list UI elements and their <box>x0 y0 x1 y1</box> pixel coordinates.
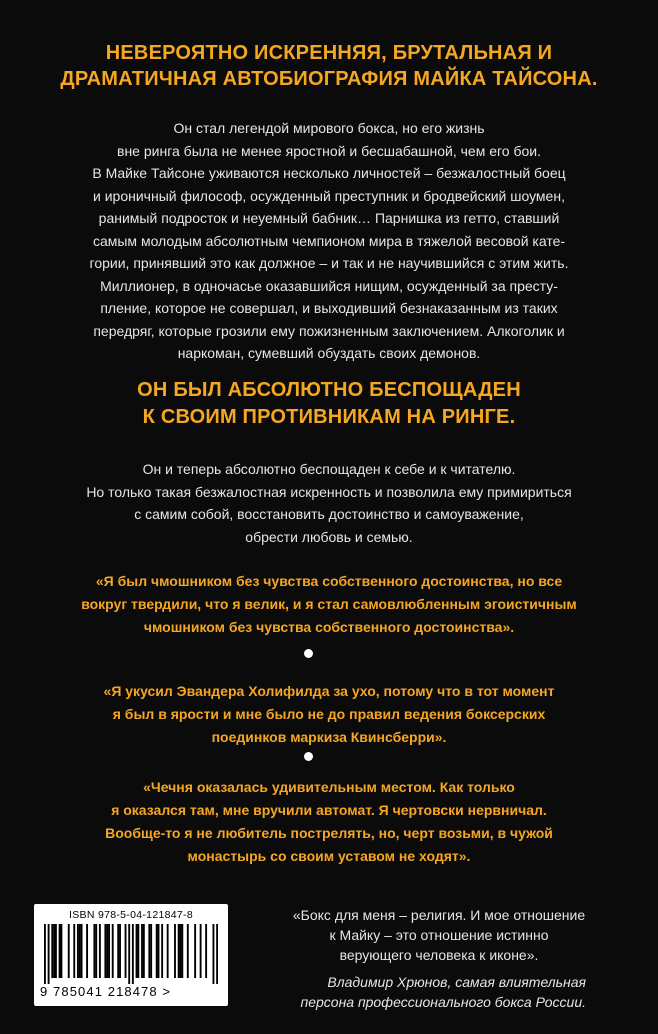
paragraph-line: и ироничный философ, осужденный преступник и бродвейский шоумен, <box>93 187 565 204</box>
paragraph-line: наркоман, сумевший обуздать своих демонов. <box>177 345 481 361</box>
barcode-bar <box>158 924 160 978</box>
barcode-bar <box>200 924 202 978</box>
barcode-bar <box>205 924 207 978</box>
review-attribution <box>244 972 586 1012</box>
quote-line: я оказался там, мне вручили автомат. Я чертовски нервничал. <box>111 802 547 818</box>
headline-top-line: ДРАМАТИЧНАЯ АВТОБИОГРАФИЯ МАЙКА ТАЙСОНА. <box>60 68 598 90</box>
barcode-bar <box>112 924 114 978</box>
headline-middle-line: К СВОИМ ПРОТИВНИКАМ НА РИНГЕ. <box>142 406 516 428</box>
paragraph-line: Миллионер, в одночасье оказавшийся нищим, осужденный за престу- <box>100 277 558 294</box>
barcode-bar <box>68 924 70 978</box>
quote-line: чмошником без чувства собственного достоинства». <box>143 619 515 635</box>
isbn-label: ISBN 978-5-04-121847-8 <box>69 909 193 921</box>
headline-top-line: НЕВЕРОЯТНО ИСКРЕННЯЯ, БРУТАЛЬНАЯ И <box>105 42 553 64</box>
barcode-bar <box>128 924 130 984</box>
headline-middle <box>0 377 658 431</box>
barcode-bar <box>104 924 106 978</box>
barcode-bar <box>132 924 134 984</box>
bullet-separator <box>304 752 313 761</box>
barcode-bar <box>77 924 79 978</box>
barcode-bar <box>181 924 183 978</box>
barcode-bar <box>93 924 95 978</box>
second-paragraph <box>0 458 658 548</box>
quote-line: «Чечня оказалась удивительным местом. Как только <box>143 779 515 795</box>
barcode-bar <box>143 924 145 978</box>
barcode-bar <box>216 924 218 984</box>
paragraph-line: Но только такая безжалостная искренность и позволила ему примириться <box>86 483 572 500</box>
headline-top <box>0 40 658 92</box>
barcode-bar <box>117 924 119 978</box>
paragraph-line: Он и теперь абсолютно беспощаден к себе и к читателю. <box>142 461 516 477</box>
attribution-line: персона профессионального бокса России. <box>300 994 586 1010</box>
bullet-separator <box>304 649 313 658</box>
quote-2 <box>0 680 658 749</box>
barcode-bar <box>73 924 75 978</box>
barcode-bar <box>141 924 143 978</box>
paragraph-line: самым молодым абсолютным чемпионом мира в тяжелой весовой кате- <box>92 232 566 249</box>
review-line: «Бокс для меня – религия. И мое отношение <box>292 907 586 923</box>
barcode-bars <box>44 924 218 984</box>
quote-line: поединков маркиза Квинсберри». <box>211 729 447 745</box>
paragraph-line: В Майке Тайсоне уживаются несколько личностей – безжалостный боец <box>92 165 566 181</box>
barcode-bar <box>136 924 138 978</box>
quote-line: «Я был чмошником без чувства собственного достоинства, но все <box>95 573 563 589</box>
quote-3 <box>0 776 658 868</box>
ean-digits: 9 785041 218478 > <box>40 984 172 999</box>
barcode-bar <box>137 924 139 978</box>
barcode-bar <box>44 924 46 984</box>
paragraph-line: передряг, которые грозили ему пожизненным заключением. Алкоголик и <box>93 322 565 339</box>
barcode-bar <box>174 924 176 978</box>
review-line: верующего человека к иконе». <box>339 947 539 963</box>
barcode-bar <box>125 924 127 978</box>
quote-line: «Я укусил Эвандера Холифилда за ухо, потому что в тот момент <box>103 683 555 699</box>
barcode-bar <box>148 924 150 978</box>
quote-line: я был в ярости и мне было не до правил ведения боксерских <box>112 706 546 722</box>
barcode-bar <box>150 924 152 978</box>
barcode-bar <box>59 924 61 978</box>
barcode-bar <box>60 924 62 978</box>
barcode-bar <box>81 924 83 978</box>
barcode-bar <box>119 924 121 978</box>
quote-line: монастырь со своим уставом не ходят». <box>187 848 471 864</box>
barcode-bar <box>156 924 158 978</box>
barcode-bar <box>213 924 215 984</box>
review-line: к Майку – это отношение истинно <box>329 927 549 943</box>
barcode-bar <box>178 924 180 978</box>
paragraph-line: пление, которое не совершал, и выходивший безнаказанным из таких <box>100 300 558 316</box>
barcode-bar <box>187 924 189 978</box>
quote-line: вокруг твердили, что я велик, и я стал самовлюбленным эгоистичным <box>81 596 577 612</box>
barcode-bar <box>86 924 88 978</box>
barcode-bar <box>194 924 196 978</box>
barcode-bar <box>55 924 57 978</box>
barcode-bar <box>95 924 97 978</box>
barcode-bar <box>180 924 182 978</box>
description-paragraph <box>0 117 658 365</box>
isbn-barcode <box>34 904 228 1006</box>
attribution-line: Владимир Хрюнов, самая влиятельная <box>327 974 586 990</box>
barcode-bar <box>51 924 53 978</box>
barcode-bar <box>53 924 55 978</box>
paragraph-line: Он стал легендой мирового бокса, но его жизнь <box>173 120 485 136</box>
paragraph-line: гории, принявший это как должное – и так и не научившийся с этим жить. <box>89 255 569 271</box>
barcode-bar <box>161 924 163 978</box>
barcode-bar <box>48 924 50 984</box>
barcode-bar <box>79 924 81 978</box>
quote-line: Вообще-то я не любитель пострелять, но, черт возьми, в чужой <box>105 825 553 841</box>
paragraph-line: обрести любовь и семью. <box>245 528 413 545</box>
paragraph-line: вне ринга была не менее яростной и бесшабашной, чем его бои. <box>117 142 541 159</box>
paragraph-line: ранимый подросток и неуемный бабник… Парнишка из гетто, ставший <box>98 210 560 226</box>
barcode-bar <box>106 924 108 978</box>
review-quote <box>244 905 634 965</box>
barcode-bar <box>99 924 101 978</box>
quote-1 <box>0 570 658 639</box>
barcode-bar <box>108 924 110 978</box>
barcode-bar <box>167 924 169 978</box>
paragraph-line: с самим собой, восстановить достоинство и самоуважение, <box>134 506 524 522</box>
headline-middle-line: ОН БЫЛ АБСОЛЮТНО БЕСПОЩАДЕН <box>137 379 521 401</box>
